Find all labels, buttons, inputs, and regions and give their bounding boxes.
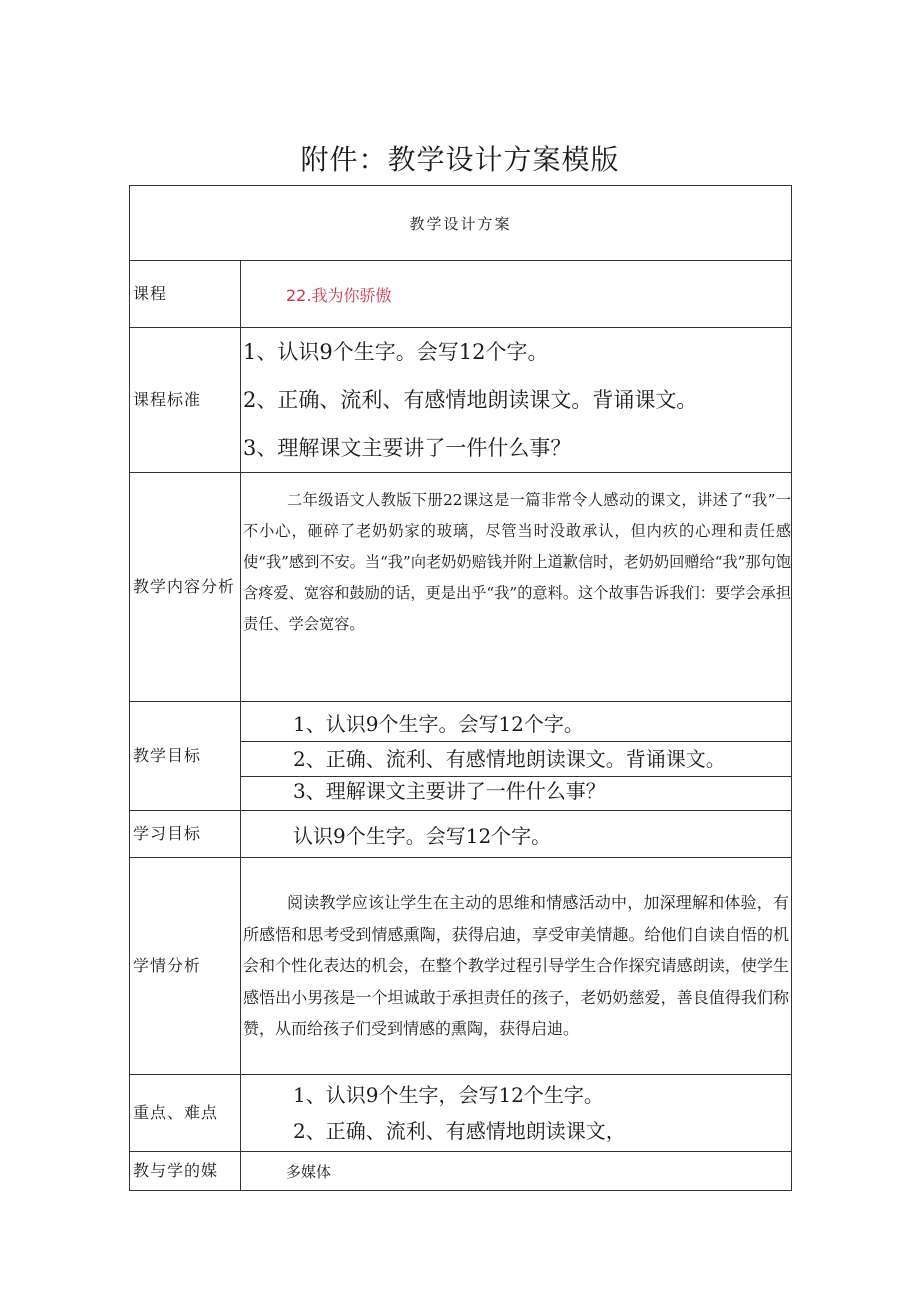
document-title: 附件：教学设计方案模版: [300, 143, 620, 176]
table-row: [130, 702, 792, 811]
teaching-goals-cell: [241, 702, 792, 811]
content-analysis-label: 教学内容分析: [130, 473, 241, 702]
table-row: [130, 1075, 792, 1152]
key-points-cell: [241, 1075, 792, 1152]
table-header-row: [130, 186, 792, 261]
content-analysis-text: 二年级语文人教版下册22课这是一篇非常令人感动的课文，讲述了“我”一不小心，砸碎了老奶奶家的玻璃，尽管当时没敢承认，但内疚的心理和责任感使“我”感到不安。当“我”向老奶奶赔钱并附上道歉信时，老奶奶回赠给“我”那句饱含疼爱、宽容和鼓励的话，更是出乎“我”的意料。这个故事告诉我们：要学会承担责任、学会宽容。: [243, 491, 792, 633]
media-label: 教与学的媒: [130, 1152, 241, 1191]
learning-goals-value: 认识9个生字。会写12个字。: [241, 811, 792, 858]
standard-item: 2、正确、流利、有感情地朗读课文。背诵课文。: [243, 388, 698, 412]
teaching-goal-item: 1、认识9个生字。会写12个字。: [241, 707, 791, 742]
teaching-plan-table: [129, 185, 792, 1191]
table-header: 教学设计方案: [130, 186, 792, 261]
course-label: 课程: [130, 261, 241, 328]
table-row: [130, 261, 792, 328]
standard-item: 1、认识9个生字。会写12个字。: [243, 340, 549, 364]
standard-cell: [241, 328, 792, 473]
table-row: [130, 811, 792, 858]
table-row: [130, 858, 792, 1075]
table-row: [130, 473, 792, 702]
media-value: 多媒体: [241, 1152, 792, 1191]
standard-label: 课程标准: [130, 328, 241, 473]
student-analysis-label: 学情分析: [130, 858, 241, 1075]
table-row: [130, 1152, 792, 1191]
key-point-item: 2、正确、流利、有感情地朗读课文，: [293, 1119, 626, 1143]
learning-goals-label: 学习目标: [130, 811, 241, 858]
course-value: 22.我为你骄傲: [241, 261, 792, 328]
table-row: [130, 328, 792, 473]
teaching-goal-item: 3、理解课文主要讲了一件什么事？: [293, 779, 606, 803]
key-point-item: 1、认识9个生字，会写12个生字。: [293, 1083, 604, 1107]
teaching-goals-label: 教学目标: [130, 702, 241, 811]
content-analysis-cell: [241, 473, 792, 702]
teaching-goal-item: 2、正确、流利、有感情地朗读课文。背诵课文。: [241, 742, 791, 777]
standard-item: 3、理解课文主要讲了一件什么事？: [243, 436, 572, 460]
student-analysis-cell: [241, 858, 792, 1075]
key-points-label: 重点、难点: [130, 1075, 241, 1152]
student-analysis-text: 阅读教学应该让学生在主动的思维和情感活动中，加深理解和体验，有所感悟和思考受到情感熏陶，获得启迪，享受审美情趣。给他们自读自悟的机会和个性化表达的机会，在整个教学过程引导学生合作探究请感朗读，使学生感悟出小男孩是一个坦诚敢于承担责任的孩子，老奶奶慈爱，善良值得我们称赞，从而给孩子们受到情感的熏陶，获得启迪。: [243, 893, 790, 1039]
